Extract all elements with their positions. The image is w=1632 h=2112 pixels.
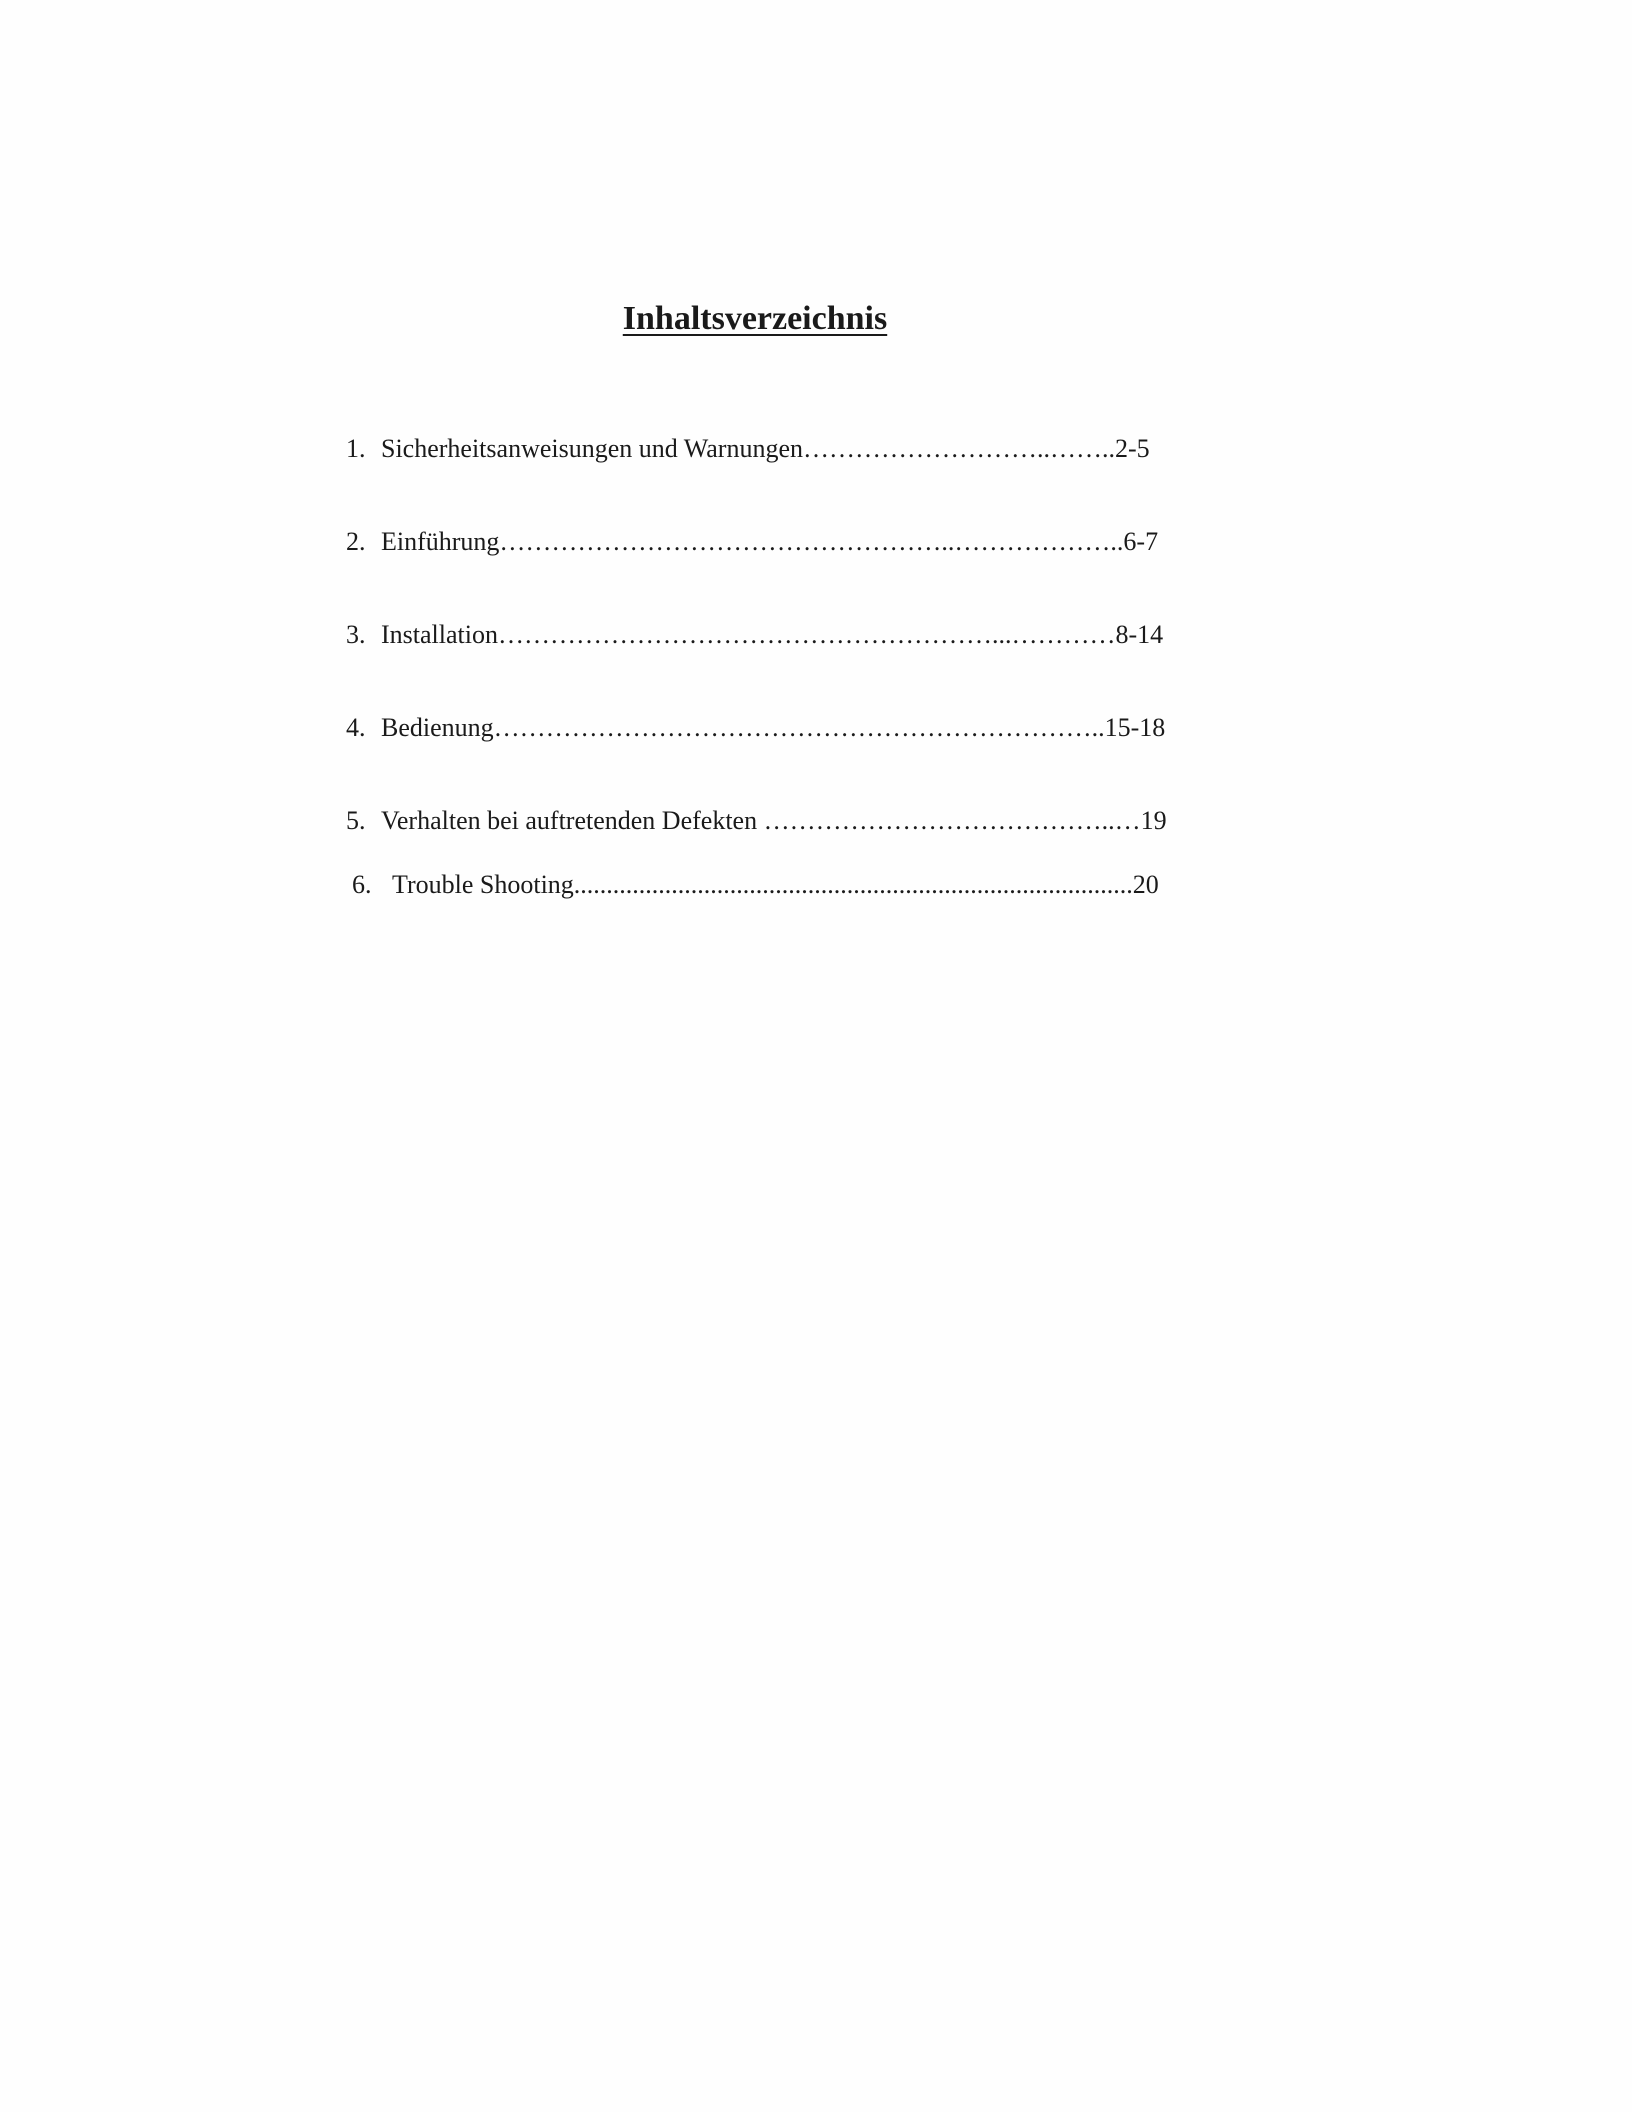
toc-entry-text: Bedienung……………………………………………………………..15-18 xyxy=(381,713,1166,742)
toc-entry-number: 3. xyxy=(346,620,366,649)
toc-entry-number: 2. xyxy=(346,527,366,556)
toc-entry-text: Verhalten bei auftretenden Defekten …………………………………..…19 xyxy=(381,806,1167,835)
toc-entry-number: 5. xyxy=(346,806,366,835)
toc-entry-number: 4. xyxy=(346,713,366,742)
toc-entry-number: 6. xyxy=(352,870,372,899)
toc-entry-text: Sicherheitsanweisungen und Warnungen………………………..……..2-5 xyxy=(381,434,1150,463)
toc-entry-text: Trouble Shooting......................................................................................20 xyxy=(392,870,1159,899)
toc-entry-text: Installation…………………………………………………...…………8-14 xyxy=(381,620,1164,649)
toc-entry-number: 1. xyxy=(346,434,366,463)
toc-entry-text: Einführung……………………………………………..………………..6-7 xyxy=(381,527,1159,556)
page-title: Inhaltsverzeichnis xyxy=(622,300,888,337)
